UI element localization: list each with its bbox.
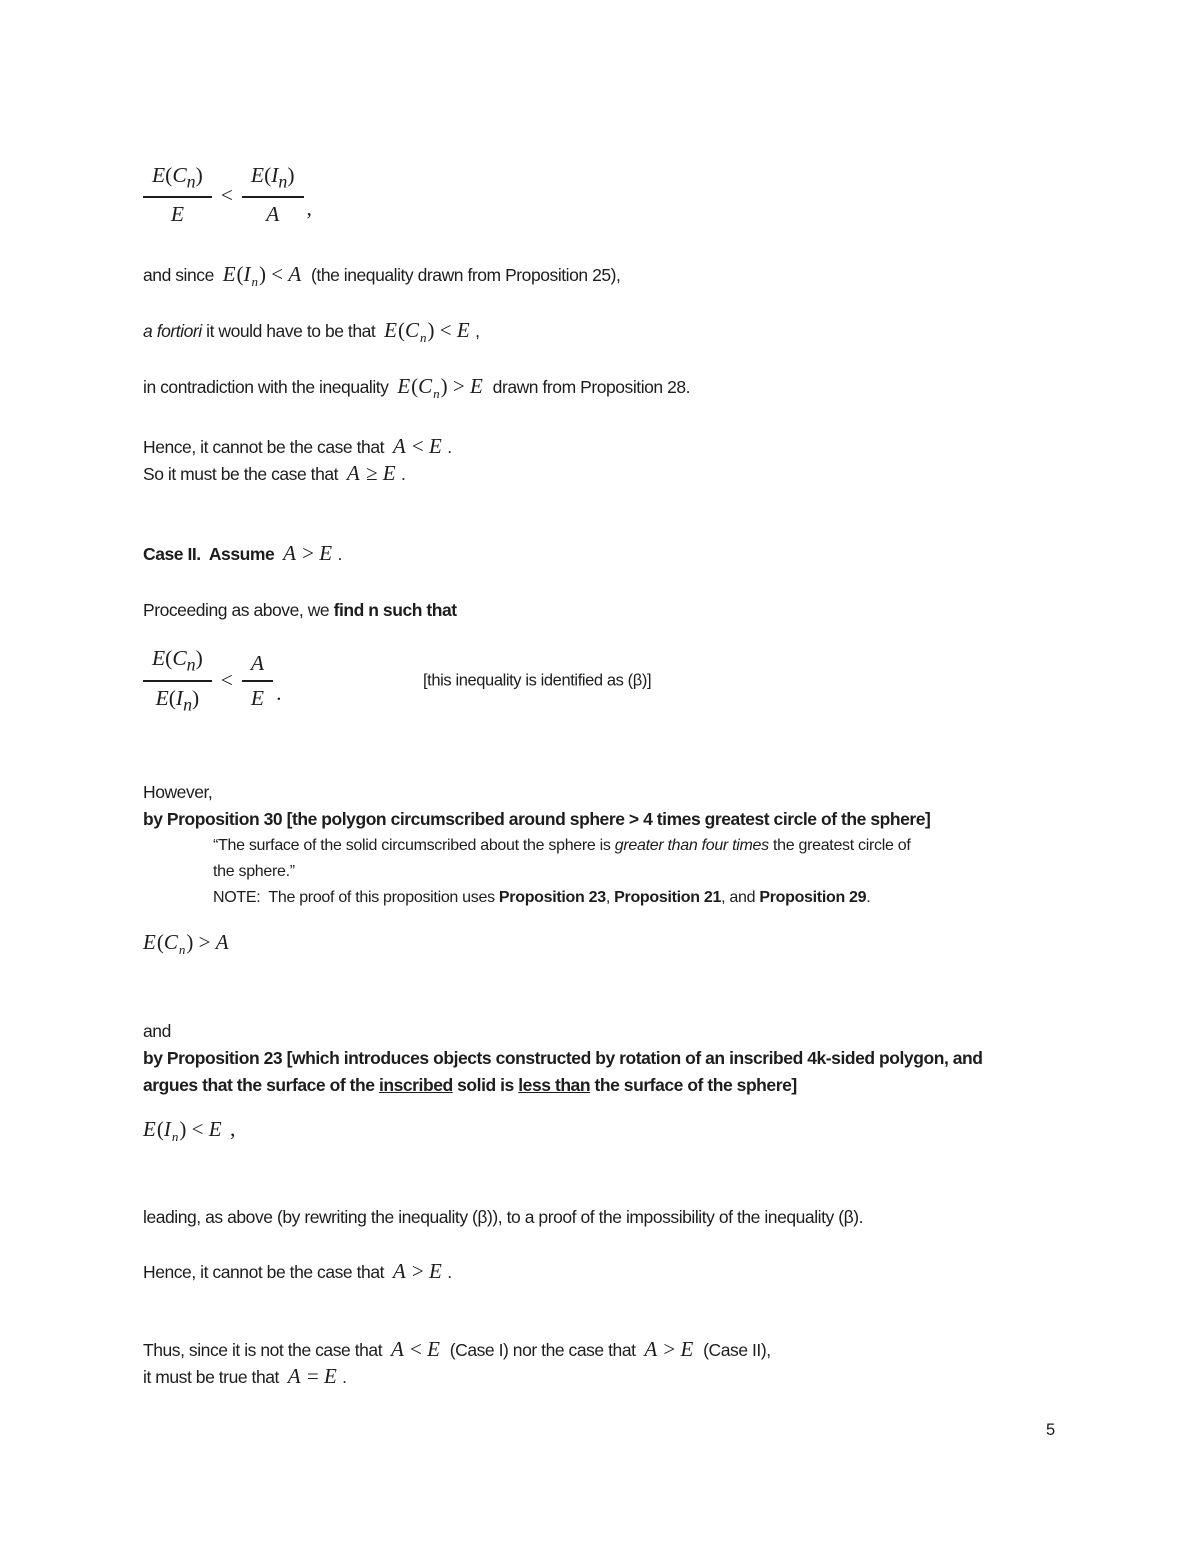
relation-operator: < (220, 668, 233, 693)
text-run: inscribed (378, 1075, 453, 1096)
frac-inequality-alpha (143, 163, 1173, 227)
fraction (242, 163, 304, 227)
frac-inequality-beta (143, 646, 1173, 715)
since-proposition-25-line (143, 262, 1173, 289)
hence-case1-conclusion (143, 434, 1173, 488)
text-line (143, 806, 1173, 833)
text-run: Hence, it cannot be the case that (143, 437, 393, 458)
proceeding-line (143, 597, 1173, 624)
fraction-numerator: A (250, 650, 265, 675)
inline-math: A = E (287, 1364, 337, 1389)
text-run: solid is (452, 1075, 519, 1096)
text-line (143, 541, 1173, 568)
text-line (143, 1204, 1173, 1231)
text-run: , and (721, 888, 760, 906)
text-line (143, 1018, 1173, 1045)
text-line (143, 461, 1173, 488)
text-run: (the inequality drawn from Proposition 25), (302, 265, 621, 286)
text-run: (Case I) nor the case that (440, 1340, 645, 1361)
text-run: it must be true that (143, 1367, 288, 1388)
math-expression: $E(C_n) > A$ (143, 929, 229, 958)
text-run: by Proposition 30 [the polygon circumscribed around sphere > 4 times greatest circle of the sphere] (143, 808, 931, 829)
text-run: . (442, 1262, 452, 1283)
a-fortiori-line (143, 318, 1173, 345)
leading-beta-line (143, 1204, 1173, 1231)
text-run: NOTE: The proof of this proposition uses (213, 888, 499, 906)
hence-case2-conclusion (143, 1259, 1173, 1286)
text-run: less than (518, 1075, 591, 1096)
inline-math: A > E (283, 541, 333, 566)
text-run: Proposition 23 (498, 888, 606, 906)
text-run: . (396, 464, 406, 485)
fraction (242, 651, 273, 711)
text-line (143, 1337, 1173, 1364)
fraction-denominator: A (242, 196, 304, 227)
ecn-greater-than-a (143, 929, 1173, 956)
text-run: in contradiction with the inequality (143, 377, 398, 398)
text-run: and since (143, 265, 223, 286)
text-run: the greatest circle of (768, 836, 911, 854)
text-run: a fortiori (143, 321, 202, 342)
formula-note: [this inequality is identified as (β)] (423, 671, 652, 690)
fraction (143, 163, 212, 227)
text-line (143, 597, 1173, 624)
fraction-denominator: $E(I_n)$ (143, 680, 212, 715)
punctuation: . (276, 681, 282, 706)
text-line (143, 434, 1173, 461)
text-run: the surface of the sphere] (590, 1075, 797, 1096)
text-run: Hence, it cannot be the case that (143, 1262, 393, 1283)
text-run: and (143, 1021, 171, 1042)
punctuation: , (224, 1116, 236, 1142)
case2-heading (143, 541, 1173, 568)
text-run: Thus, since it is not the case that (143, 1340, 391, 1361)
text-run: . (442, 437, 452, 458)
however-proposition-30 (143, 779, 1173, 833)
text-run: Proceeding as above, we (143, 600, 334, 621)
text-run: the sphere.” (213, 862, 295, 880)
text-run: Proposition 29 (759, 888, 867, 906)
inline-math: $E(I_n) < A$ (222, 262, 302, 290)
text-line (143, 1364, 1173, 1391)
text-run: find n such that (333, 600, 457, 621)
fraction-numerator: $E(I_n)$ (250, 163, 295, 192)
fraction-numerator: $E(C_n)$ (152, 163, 203, 192)
inline-math: A < E (392, 434, 442, 459)
inline-math: A > E (644, 1337, 694, 1362)
text-run: Case II. Assume (143, 544, 284, 565)
text-run: (Case II), (694, 1340, 771, 1361)
fraction-numerator: $E(C_n)$ (152, 646, 203, 675)
text-run: However, (143, 781, 213, 802)
proof-content (143, 163, 1173, 1391)
text-line (143, 1259, 1173, 1286)
text-run: it would have to be that (201, 321, 385, 342)
and-proposition-23 (143, 1018, 1173, 1099)
final-conclusion (143, 1337, 1173, 1391)
punctuation: , (306, 195, 312, 220)
text-line (143, 262, 1173, 289)
text-line (213, 833, 1173, 859)
text-run: . (866, 888, 871, 906)
text-run: leading, as above (by rewriting the inequality (β)), to a proof of the impossibility of the inequality (β). (143, 1207, 863, 1228)
relation-operator: < (220, 182, 233, 207)
text-run: argues that the surface of the (143, 1075, 379, 1096)
proposition-30-quote (213, 833, 1173, 885)
text-line (143, 1072, 1173, 1099)
text-run: . (333, 544, 342, 565)
inline-math: $E(C_n) > E$ (397, 374, 483, 402)
math-expression: $E(I_n) < E$ (143, 1117, 222, 1145)
ein-less-than-e (143, 1116, 1173, 1143)
text-run: greater than four times (614, 836, 769, 854)
inline-math: $E(C_n) < E$ (384, 318, 470, 346)
text-run: by Proposition 23 [which introduces objects constructed by rotation of an inscribed 4k-sided polygon, and (143, 1048, 983, 1069)
text-line (213, 859, 1173, 885)
text-line (213, 885, 1173, 911)
text-run: “The surface of the solid circumscribed about the sphere is (213, 836, 615, 854)
text-run: Proposition 21 (614, 888, 722, 906)
text-line (143, 779, 1173, 806)
text-line (143, 374, 1173, 401)
fraction-denominator: E (143, 196, 212, 227)
text-run: drawn from Proposition 28. (483, 377, 691, 398)
inline-math: A ≥ E (346, 461, 396, 486)
contradiction-proposition-28-line (143, 374, 1173, 401)
fraction-denominator: E (242, 680, 273, 711)
inline-math: A < E (390, 1337, 440, 1362)
text-run: , (470, 321, 480, 342)
text-run: , (605, 888, 615, 906)
text-run: So it must be the case that (143, 464, 347, 485)
text-line (143, 318, 1173, 345)
proposition-30-note (213, 885, 1173, 911)
text-line (143, 1045, 1173, 1072)
page-number: 5 (1046, 1421, 1056, 1439)
inline-math: A > E (392, 1259, 442, 1284)
fraction (143, 646, 212, 715)
text-run: . (337, 1367, 347, 1388)
